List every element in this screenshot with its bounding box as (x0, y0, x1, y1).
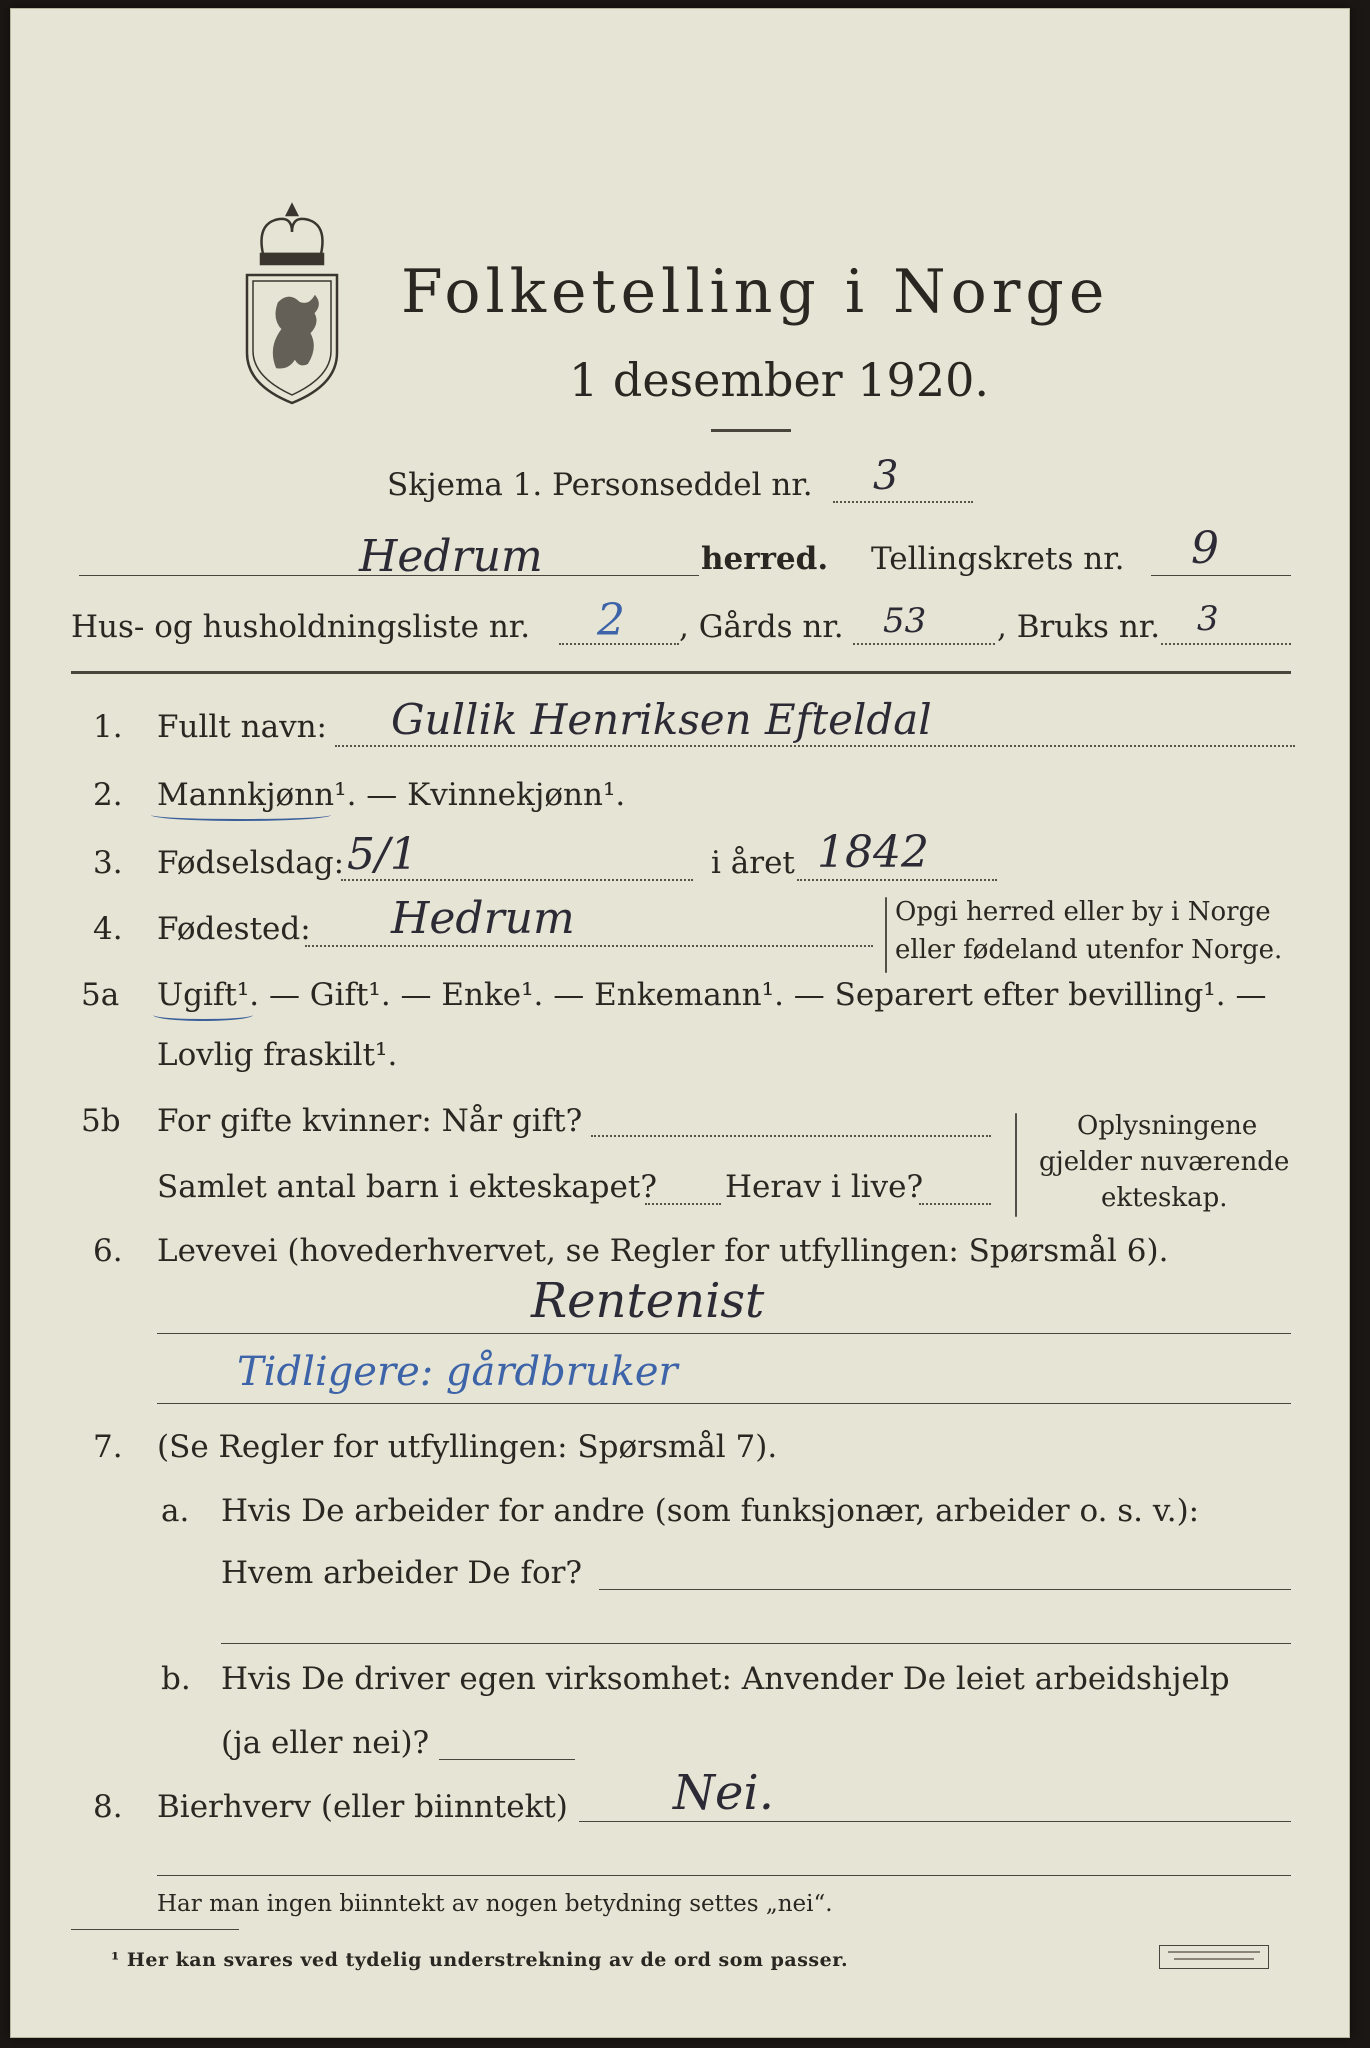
occupation-value-2: Tidligere: gårdbruker (237, 1349, 678, 1395)
q2-label: Mannkjønn¹. — Kvinnekjønn¹. (157, 777, 626, 813)
q5a-number: 5a (81, 977, 120, 1013)
form-title: Folketelling i Norge (401, 257, 1110, 327)
q1-number: 1. (93, 709, 123, 745)
coat-of-arms-emblem (233, 199, 351, 409)
q5a-label: Ugift¹. — Gift¹. — Enke¹. — Enkemann¹. — Separert efter bevilling¹. — (157, 977, 1267, 1013)
gards-field[interactable] (853, 643, 995, 645)
bruks-value: 3 (1197, 599, 1219, 639)
q4-note-line2: eller fødeland utenfor Norge. (895, 935, 1283, 965)
q4-note-brace (885, 897, 887, 973)
herred-label: herred. (701, 541, 829, 577)
q4-label: Fødested: (157, 911, 311, 947)
q7b-number: b. (161, 1661, 191, 1697)
q5b-label-2: Samlet antal barn i ekteskapet? (157, 1169, 657, 1205)
gards-label: , Gårds nr. (679, 609, 844, 645)
q5b-note-line2: gjelder nuværende (1039, 1147, 1290, 1177)
q2-number: 2. (93, 777, 123, 813)
q5b-note-line3: ekteskap. (1101, 1183, 1228, 1213)
birthday-value: 5/1 (347, 829, 418, 880)
q4-number: 4. (93, 911, 123, 947)
q5b-note-brace (1015, 1113, 1017, 1217)
children-count-field[interactable] (645, 1203, 721, 1205)
married-date-field[interactable] (591, 1135, 991, 1137)
q6-label: Levevei (hovederhvervet, se Regler for utfyllingen: Spørsmål 6). (157, 1233, 1169, 1269)
birth-year-field[interactable] (797, 879, 997, 881)
q7a-label: Hvis De arbeider for andre (som funksjonær, arbeider o. s. v.): (221, 1493, 1200, 1529)
footnote: ¹ Her kan svares ved tydelig understrekning av de ord som passer. (111, 1949, 849, 1971)
side-income-field-2[interactable] (157, 1875, 1291, 1876)
occupation-field-2[interactable] (157, 1403, 1291, 1404)
hus-label: Hus- og husholdningsliste nr. (71, 609, 531, 645)
ugift-underline (153, 1009, 253, 1021)
q5b-label-3: Herav i live? (725, 1169, 924, 1205)
footer-note: Har man ingen biinntekt av nogen betydning settes „nei“. (157, 1891, 833, 1917)
q7-label: (Se Regler for utfyllingen: Spørsmål 7). (157, 1429, 778, 1465)
hus-value: 2 (597, 595, 625, 646)
q7b-label-2: (ja eller nei)? (221, 1725, 430, 1761)
birthplace-value: Hedrum (391, 893, 575, 944)
header-divider (71, 671, 1291, 674)
q1-label: Fullt navn: (157, 709, 327, 745)
skjema-label: Skjema 1. Personseddel nr. (387, 467, 813, 503)
herred-value: Hedrum (359, 531, 543, 582)
employer-field-2[interactable] (221, 1643, 1291, 1644)
q3-label: Fødselsdag: (157, 845, 345, 881)
census-form (10, 8, 1350, 2038)
gards-value: 53 (883, 601, 927, 641)
tellingskrets-value: 9 (1191, 523, 1219, 574)
tellingskrets-label: Tellingskrets nr. (871, 541, 1125, 577)
census-date: 1 desember 1920. (569, 353, 989, 407)
q5b-label: For gifte kvinner: Når gift? (157, 1103, 583, 1139)
occupation-field[interactable] (157, 1333, 1291, 1334)
hired-help-field[interactable] (439, 1759, 575, 1760)
birthplace-field[interactable] (305, 945, 873, 947)
q5b-number: 5b (81, 1103, 121, 1139)
q8-number: 8. (93, 1789, 123, 1825)
bruks-field[interactable] (1161, 643, 1291, 645)
printer-stamp (1159, 1945, 1269, 1969)
q3-number: 3. (93, 845, 123, 881)
q5a-label-2: Lovlig fraskilt¹. (157, 1037, 398, 1073)
children-alive-field[interactable] (919, 1203, 991, 1205)
footnote-divider (71, 1929, 239, 1930)
bruks-label: , Bruks nr. (997, 609, 1161, 645)
side-income-field[interactable] (579, 1821, 1291, 1822)
full-name-field[interactable] (335, 745, 1295, 747)
q6-number: 6. (93, 1233, 123, 1269)
full-name-value: Gullik Henriksen Efteldal (391, 695, 932, 744)
side-income-value: Nei. (673, 1765, 775, 1821)
tellingskrets-field[interactable] (1151, 575, 1291, 576)
occupation-value: Rentenist (531, 1273, 765, 1329)
personseddel-nr-value: 3 (873, 453, 899, 499)
q7b-label: Hvis De driver egen virksomhet: Anvender De leiet arbeidshjelp (221, 1661, 1230, 1697)
mannkjonn-underline (151, 809, 331, 821)
title-divider (711, 429, 791, 432)
birth-year-value: 1842 (817, 827, 929, 878)
q5b-note-line1: Oplysningene (1077, 1111, 1258, 1141)
q3-year-label: i året (711, 845, 795, 881)
q7-number: 7. (93, 1429, 123, 1465)
q4-note-line1: Opgi herred eller by i Norge (895, 897, 1271, 927)
q7a-number: a. (161, 1493, 190, 1529)
q8-label: Bierhverv (eller biinntekt) (157, 1789, 568, 1825)
personseddel-nr-field[interactable] (833, 501, 973, 503)
employer-field[interactable] (599, 1589, 1291, 1590)
q7a-label-2: Hvem arbeider De for? (221, 1555, 583, 1591)
